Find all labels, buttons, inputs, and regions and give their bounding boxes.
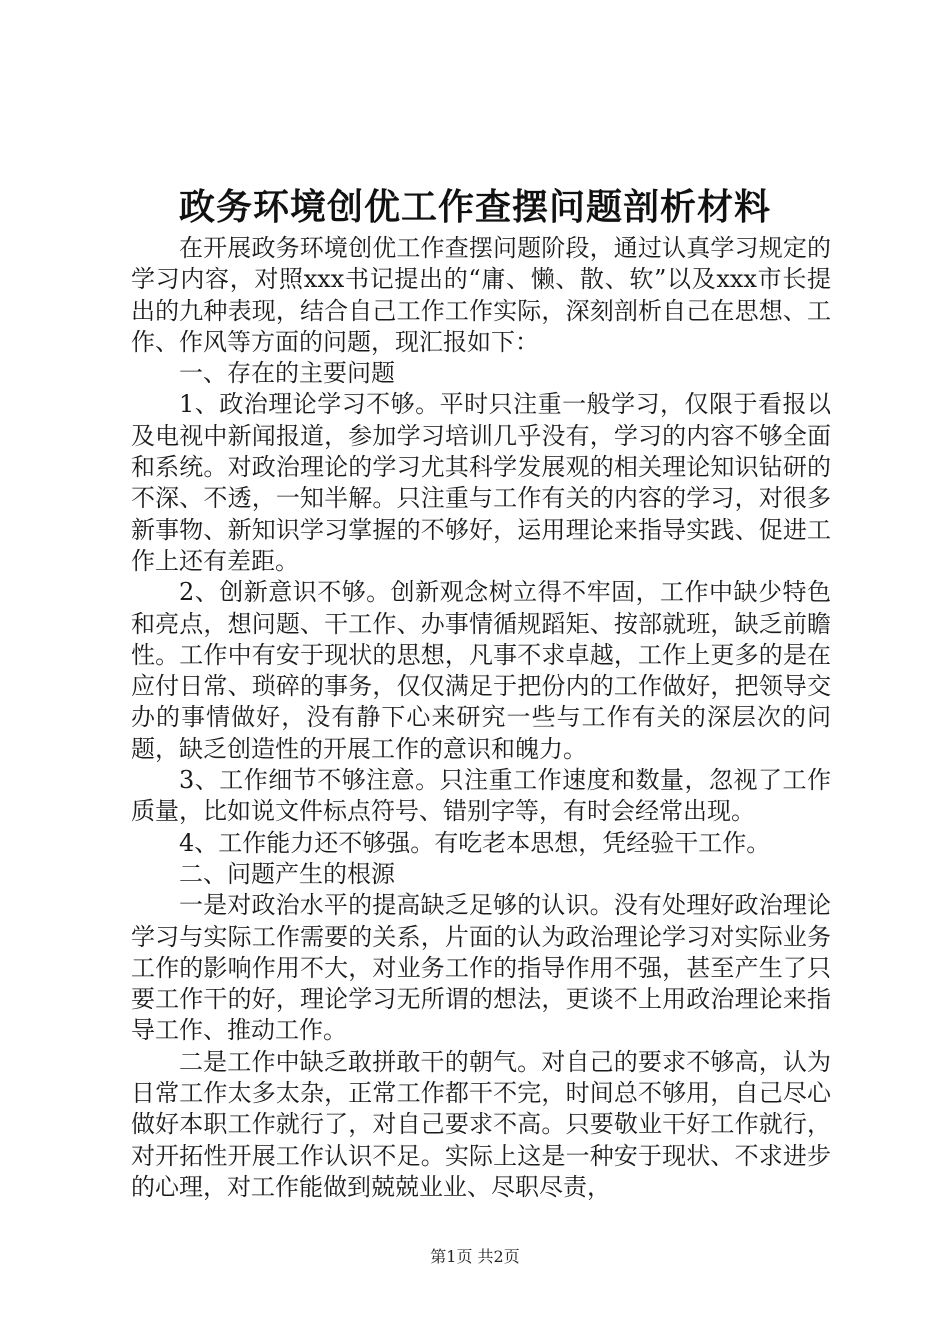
body-paragraph: 二是工作中缺乏敢拼敢干的朝气。对自己的要求不够高，认为日常工作太多太杂，正常工作都干不完，时间总不够用，自己尽心做好本职工作就行了，对自己要求不高。只要敬业干好工作就行，对开拓性开展工作认识不足。实际上这是一种安于现状、不求进步的心理，对工作能做到兢兢业业、尽职尽责， — [131, 1047, 831, 1201]
body-paragraph: 4、工作能力还不够强。有吃老本思想，凭经验干工作。 — [179, 828, 771, 857]
body-paragraph: 1、政治理论学习不够。平时只注重一般学习，仅限于看报以及电视中新闻报道，参加学习培训几乎没有，学习的内容不够全面和系统。对政治理论的学习尤其科学发展观的相关理论知识钻研的不深、不透，一知半解。只注重与工作有关的内容的学习，对很多新事物、新知识学习掌握的不够好，运用理论来指导实践、促进工作上还有差距。 — [131, 390, 831, 575]
page-number-footer: 第1页 共2页 — [430, 1247, 520, 1266]
document-body — [131, 233, 831, 1203]
body-paragraph: 一是对政治水平的提高缺乏足够的认识。没有处理好政治理论学习与实际工作需要的关系，片面的认为政治理论学习对实际业务工作的影响作用不大，对业务工作的指导作用不强，甚至产生了只要工作干的好，理论学习无所谓的想法，更谈不上用政治理论来指导工作、推动工作。 — [131, 891, 831, 1045]
body-paragraph: 2、创新意识不够。创新观念树立得不牢固，工作中缺少特色和亮点，想问题、干工作、办事情循规蹈矩、按部就班，缺乏前瞻性。工作中有安于现状的思想，凡事不求卓越，工作上更多的是在应付日常、琐碎的事务，仅仅满足于把份内的工作做好，把领导交办的事情做好，没有静下心来研究一些与工作有关的深层次的问题，缺乏创造性的开展工作的意识和魄力。 — [131, 578, 831, 763]
document-title: 政务环境创优工作查摆问题剖析材料 — [178, 186, 771, 228]
intro-paragraph: 在开展政务环境创优工作查摆问题阶段，通过认真学习规定的学习内容，对照xxx书记提出的“庸、懒、散、软”以及xxx市长提出的九种表现，结合自己工作工作实际，深刻剖析自己在思想、工作、作风等方面的问题，现汇报如下： — [131, 234, 831, 356]
section-heading-2: 二、问题产生的根源 — [179, 859, 395, 888]
section-heading-1: 一、存在的主要问题 — [179, 359, 395, 388]
body-paragraph: 3、工作细节不够注意。只注重工作速度和数量，忽视了工作质量，比如说文件标点符号、错别字等，有时会经常出现。 — [131, 766, 831, 826]
